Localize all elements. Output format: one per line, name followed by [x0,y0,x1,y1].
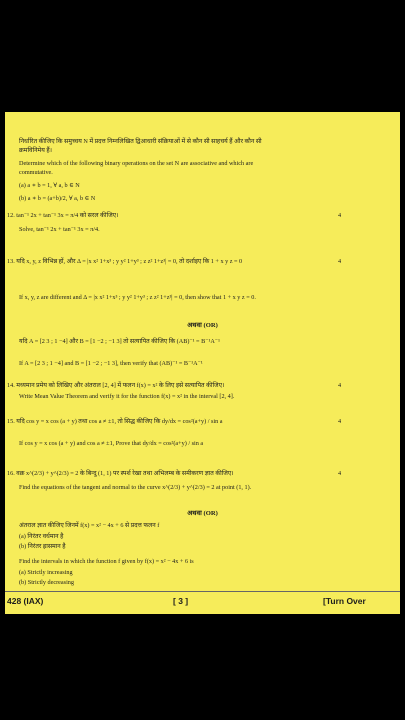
q16-or-hindi: अंतराल ज्ञात कीजिए जिनमें f(x) = x² − 4x + 6 से प्रदत्त फलन f [19,522,160,529]
q15-hindi: 15. यदि cos y = x cos (a + y) तथा cos a ≠ ±1, तो सिद्ध कीजिए कि dy/dx = cos²(a+y) / sin a [7,418,223,425]
q14-marks: 4 [338,382,342,389]
q11-option-a: (a) a ∗ b = 1, ∀ a, b ∈ N [19,182,80,189]
q12-marks: 4 [338,212,342,219]
q12-hindi: 12. tan⁻¹ 2x + tan⁻¹ 3x = π/4 को सरल कीजिए। [7,212,119,219]
q16-hindi: 16. वक्र x^(2/3) + y^(2/3) = 2 के बिन्दु (1, 1) पर स्पर्श रेखा तथा अभिलम्ब के समीकरण ज्ञात कीजिए। [7,470,234,477]
q16-english: Find the equations of the tangent and normal to the curve x^(2/3) + y^(2/3) = 2 at point (1, 1). [19,484,252,491]
q15-english: If cos y = x cos (a + y) and cos a ≠ ±1, Prove that dy/dx = cos²(a+y) / sin a [19,440,204,447]
q12-english: Solve, tan⁻¹ 2x + tan⁻¹ 3x = π/4. [19,226,100,233]
q16-or-english: Find the intervals in which the function f given by f(x) = x² − 4x + 6 is [19,558,194,565]
q13-or-hindi: यदि A = [2 3 ; 1 −4] और B = [1 −2 ; −1 3] तो सत्यापित कीजिए कि (AB)⁻¹ = B⁻¹A⁻¹ [19,338,220,345]
q13-or-english: If A = [2 3 ; 1 −4] and B = [1 −2 ; −1 3], then verify that (AB)⁻¹ = B⁻¹A⁻¹ [19,360,203,367]
q16-marks: 4 [338,470,342,477]
or-heading-2: अथवा (OR) [187,510,218,517]
footer-divider [5,591,400,592]
q16-or-english-a: (a) Strictly increasing [19,569,73,576]
q11-option-b: (b) a ∗ b = (a+b)/2, ∀ a, b ∈ N [19,195,96,202]
q16-or-hindi-b: (b) निरंतर ह्रासमान है [19,543,66,550]
q11-english-line-2: commutative. [19,169,53,176]
q11-hindi-line-2: क्रमविनिमेय हैं। [19,147,52,154]
q16-or-english-b: (b) Strictly decreasing [19,579,74,586]
q13-marks: 4 [338,258,342,265]
exam-page [5,112,400,614]
q11-hindi-line-1: निर्धारित कीजिए कि समुच्चय N में प्रदत्त निम्नलिखित द्विआधारी संक्रियाओं में से कौन सी साहचर्य हैं और कौन सी [19,138,262,145]
q13-hindi: 13. यदि x, y, z विभिन्न हों, और Δ = |x x² 1+x³ ; y y² 1+y³ ; z z² 1+z³| = 0, तो दर्शाइए कि 1 + x y z = 0 [7,258,243,265]
page-number: [ 3 ] [173,596,189,606]
q13-english: If x, y, z are different and Δ = |x x² 1+x³ ; y y² 1+y³ ; z z² 1+z³| = 0, then show that 1 + x y z = 0. [19,294,256,301]
q16-or-hindi-a: (a) निरंतर वर्धमान है [19,533,64,540]
q11-english-line-1: Determine which of the following binary operations on the set N are associative and which are [19,160,254,167]
q14-hindi: 14. मध्यमान प्रमेय को लिखिए और अंतराल [2, 4] में फलन f(x) = x² के लिए इसे सत्यापित कीजिए। [7,382,225,389]
or-heading-1: अथवा (OR) [187,322,218,329]
q15-marks: 4 [338,418,342,425]
turn-over-note: [Turn Over [323,596,366,606]
paper-code: 428 (IAX) [7,596,44,606]
q14-english: Write Mean Value Theorem and verify it for the function f(x) = x² in the interval [2, 4]. [19,393,235,400]
